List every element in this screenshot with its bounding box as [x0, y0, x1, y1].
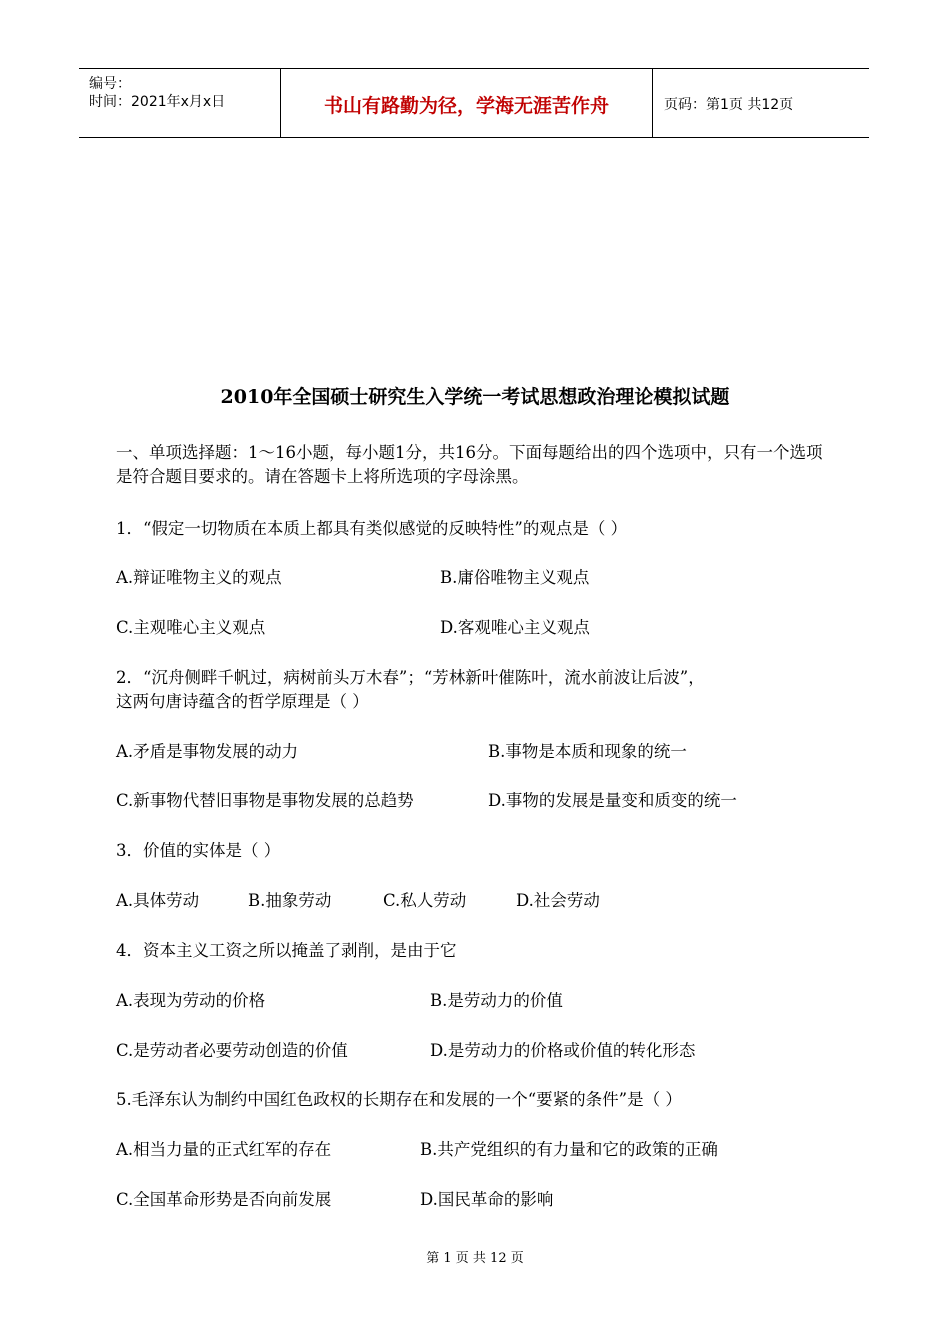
header-meta-cell [79, 69, 281, 137]
question-1-option-c: C.主观唯心主义观点 [116, 618, 266, 637]
question-1-option-d: D.客观唯心主义观点 [440, 618, 590, 637]
page-info: 页码：第1页 共12页 [664, 97, 794, 113]
question-2-line-2: 这两句唐诗蕴含的哲学原理是（ ） [116, 692, 369, 711]
question-5-option-a: A.相当力量的正式红军的存在 [116, 1140, 332, 1159]
question-3-option-a: A.具体劳动 [116, 891, 200, 910]
question-4: 4．资本主义工资之所以掩盖了剥削，是由于它 [116, 941, 457, 960]
question-2-option-d: D.事物的发展是量变和质变的统一 [488, 791, 737, 810]
header-page-cell [654, 69, 869, 137]
question-1: 1．“假定一切物质在本质上都具有类似感觉的反映特性”的观点是（ ） [116, 519, 628, 538]
question-1-option-b: B.庸俗唯物主义观点 [440, 568, 590, 587]
question-5-option-b: B.共产党组织的有力量和它的政策的正确 [420, 1140, 718, 1159]
question-4-option-b: B.是劳动力的价值 [430, 991, 563, 1010]
question-3-option-d: D.社会劳动 [516, 891, 600, 910]
motto: 书山有路勤为径，学海无涯苦作舟 [323, 95, 609, 117]
header-motto-cell [281, 69, 653, 137]
question-4-option-a: A.表现为劳动的价格 [116, 991, 266, 1010]
question-2-line-1: 2．“沉舟侧畔千帆过，病树前头万木春”；“芳林新叶催陈叶，流水前波让后波”， [116, 668, 705, 687]
question-5: 5.毛泽东认为制约中国红色政权的长期存在和发展的一个“要紧的条件”是（ ） [116, 1090, 682, 1109]
question-3: 3．价值的实体是（ ） [116, 841, 281, 860]
question-4-option-c: C.是劳动者必要劳动创造的价值 [116, 1041, 348, 1060]
time-label: 时间：2021年x月x日 [89, 94, 226, 110]
question-2-option-c: C.新事物代替旧事物是事物发展的总趋势 [116, 791, 414, 810]
question-5-option-c: C.全国革命形势是否向前发展 [116, 1190, 332, 1209]
document-header [79, 68, 869, 138]
question-1-option-a: A.辩证唯物主义的观点 [116, 568, 282, 587]
number-label: 编号： [89, 76, 131, 92]
question-3-option-b: B.抽象劳动 [248, 891, 332, 910]
section-intro: 一、单项选择题：1～16小题，每小题1分，共16分。下面每题给出的四个选项中，只有一个选项是符合题目要求的。请在答题卡上将所选项的字母涂黑。 [116, 443, 823, 486]
question-2-option-a: A.矛盾是事物发展的动力 [116, 742, 299, 761]
question-5-option-d: D.国民革命的影响 [420, 1190, 554, 1209]
question-2-option-b: B.事物是本质和现象的统一 [488, 742, 687, 761]
question-3-option-c: C.私人劳动 [383, 891, 467, 910]
page-footer: 第 1 页 共 12 页 [426, 1251, 524, 1266]
question-4-option-d: D.是劳动力的价格或价值的转化形态 [430, 1041, 696, 1060]
document-title: 2010年全国硕士研究生入学统一考试思想政治理论模拟试题 [220, 386, 730, 408]
